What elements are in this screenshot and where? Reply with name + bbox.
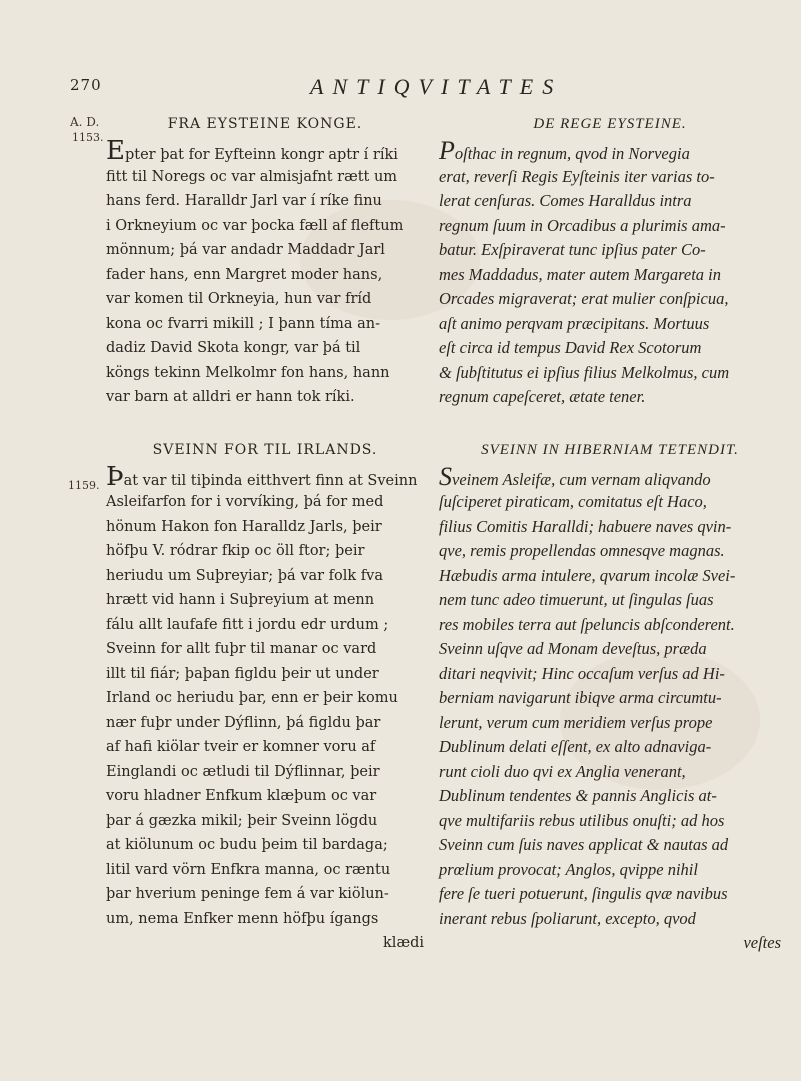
text-line: fálu allt laufafe fitt i jordu edr urdum ;: [106, 616, 389, 633]
text-line: regnum ſuum in Orcadibus a plurimis ama-: [439, 215, 726, 235]
text-line: höfþu V. ródrar fkip oc öll ftor; þeir: [106, 543, 365, 559]
margin-year-1159: 1159.: [68, 479, 100, 492]
text-line: mönnum; þá var andadr Maddadr Jarl: [106, 242, 385, 258]
text-line: Dublinum tendentes & pannis Anglicis at-: [439, 786, 717, 805]
text-line: Hæbudis arma intulere, qvarum incolæ Svei-: [439, 565, 736, 585]
text-line: Sveinn for allt fuþr til manar oc vard: [106, 641, 377, 657]
text-line: ſuſciperet piraticam, comitatus eſt Haco,: [439, 492, 707, 511]
text-line: erat, reverſi Regis Eyſteinis iter varias to-: [439, 166, 715, 186]
text-line: Sveinn cum ſuis naves applicat & nautas ad: [439, 835, 729, 854]
text-line: Einglandi oc ætludi til Dýflinnar, þeir: [106, 763, 380, 780]
text-line: ditari neqvivit; Hinc occaſum verſus ad Hi-: [439, 663, 725, 683]
text-line: nem tunc adeo timuerunt, ut ſingulas ſuas: [439, 590, 714, 609]
text-line: litil vard vörn Enfkra manna, oc ræntu: [106, 861, 391, 878]
text-line: dadiz David Skota kongr, var þá til: [106, 340, 361, 356]
text-line: lerunt, verum cum meridiem verſus prope: [439, 712, 713, 732]
text-line: var barn at alldri er hann tok ríki.: [106, 389, 355, 405]
text-line: inerant rebus ſpoliarunt, excepto, qvod: [439, 908, 696, 928]
icelandic-column: [106, 112, 424, 956]
text-line: i Orkneyium oc var þocka fæll af fleftum: [106, 217, 404, 234]
text-line: var komen til Orkneyia, hun var fríd: [106, 291, 372, 307]
catchword: klædi: [383, 935, 424, 951]
section-heading-de-rege: DE REGE EYSTEINE.: [533, 116, 687, 132]
page-number: 270: [70, 76, 102, 94]
latin-paragraph-2: [439, 461, 781, 932]
text-line: Dublinum delati eſſent, ex alto adnaviga-: [439, 737, 712, 756]
text-line: þar hverium peninge fem á var kiölun-: [106, 886, 389, 902]
section-heading-eysteinn: FRA EYSTEINE KONGE.: [167, 116, 363, 132]
text-line: at kiölunum oc budu þeim til bardaga;: [106, 837, 388, 853]
text-line: res mobiles terra aut ſpeluncis abſconderent.: [439, 614, 735, 634]
catchword-latin: veſtes: [743, 933, 781, 952]
page-header: [70, 74, 770, 104]
text-line: prœlium provocat; Anglos, qvippe nihil: [439, 859, 698, 879]
margin-year-1153: 1153.: [72, 131, 104, 144]
text-line: kona oc fvarri mikill ; I þann tíma an-: [106, 315, 380, 332]
text-line: lerat cenſuras. Comes Haralldus intra: [439, 191, 692, 210]
text-line: eſt circa id tempus David Rex Scotorum: [439, 338, 702, 357]
text-line: af hafi kiölar tveir er komner voru af: [106, 739, 376, 755]
latin-column: [439, 112, 781, 956]
text-line: mes Maddadus, mater autem Margareta in: [439, 264, 721, 284]
text-line: Epter þat for Eyfteinn kongr aptr í ríki: [106, 136, 398, 166]
icelandic-paragraph-1: [106, 136, 424, 410]
text-line: voru hladner Enfkum klæþum oc var: [106, 788, 377, 804]
running-title: ANTIQVITATES: [310, 74, 563, 99]
section-heading-sveinn: SVEINN FOR TIL IRLANDS.: [152, 441, 378, 458]
text-line: Poſthac in regnum, qvod in Norvegia: [439, 136, 690, 165]
latin-paragraph-1: [439, 136, 781, 410]
text-line: Asleifarfon for i vorvíking, þá for med: [106, 494, 384, 510]
text-line: regnum capeſceret, ætate tener.: [439, 387, 646, 406]
text-line: aſt animo perqvam præcipitans. Mortuus: [439, 313, 710, 333]
margin-year-prefix: A. D.: [70, 115, 100, 129]
text-line: Irland oc heriudu þar, enn er þeir komu: [106, 690, 398, 706]
text-line: nær fuþr under Dýflinn, þá figldu þar: [106, 714, 381, 731]
text-line: köngs tekinn Melkolmr fon hans, hann: [106, 364, 390, 381]
text-line: þar á gæzka mikil; þeir Sveinn lögdu: [106, 812, 378, 829]
text-line: heriudu um Suþreyiar; þá var folk fva: [106, 567, 383, 584]
text-line: hönum Hakon fon Haralldz Jarls, þeir: [106, 518, 382, 535]
text-line: qve, remis propellendas omnesqve magnas.: [439, 541, 725, 560]
text-line: um, nema Enfker menn höfþu ígangs: [106, 910, 379, 927]
text-line: illt til fiár; þaþan figldu þeir ut under: [106, 665, 379, 682]
text-line: Sveinem Asleifæ, cum vernam aliqvando: [439, 461, 711, 491]
text-line: hrætt vid hann i Suþreyium at menn: [106, 592, 375, 608]
text-line: hans ferd. Haralldr Jarl var í ríke finu: [106, 193, 382, 209]
text-line: Þat var til tiþinda eitthvert finn at Sveinn: [106, 461, 418, 492]
text-line: runt cioli duo qvi ex Anglia venerant,: [439, 761, 686, 781]
text-line: qve multifariis rebus utilibus onuſti; ad hos: [439, 810, 725, 830]
text-line: fader hans, enn Margret moder hans,: [106, 266, 383, 283]
text-line: berniam navigarunt ibiqve arma circumtu-: [439, 688, 722, 707]
text-line: Sveinn uſqve ad Monam deveſtus, præda: [439, 639, 707, 658]
text-line: batur. Exſpiraverat tunc ipſius pater Co-: [439, 240, 706, 259]
section-heading-hiberniam: SVEINN IN HIBERNIAM TETENDIT.: [481, 441, 739, 458]
text-line: fitt til Noregs oc var almisjafnt rætt um: [106, 168, 398, 185]
text-line: filius Comitis Haralldi; habuere naves qvin-: [439, 516, 732, 536]
text-line: Orcades migraverat; erat mulier conſpicua,: [439, 289, 729, 308]
text-line: & ſubſtitutus ei ipſius filius Melkolmus, cum: [439, 362, 730, 382]
icelandic-paragraph-2: [106, 461, 424, 932]
text-line: fere ſe tueri potuerunt, ſingulis qvæ navibus: [439, 884, 728, 903]
